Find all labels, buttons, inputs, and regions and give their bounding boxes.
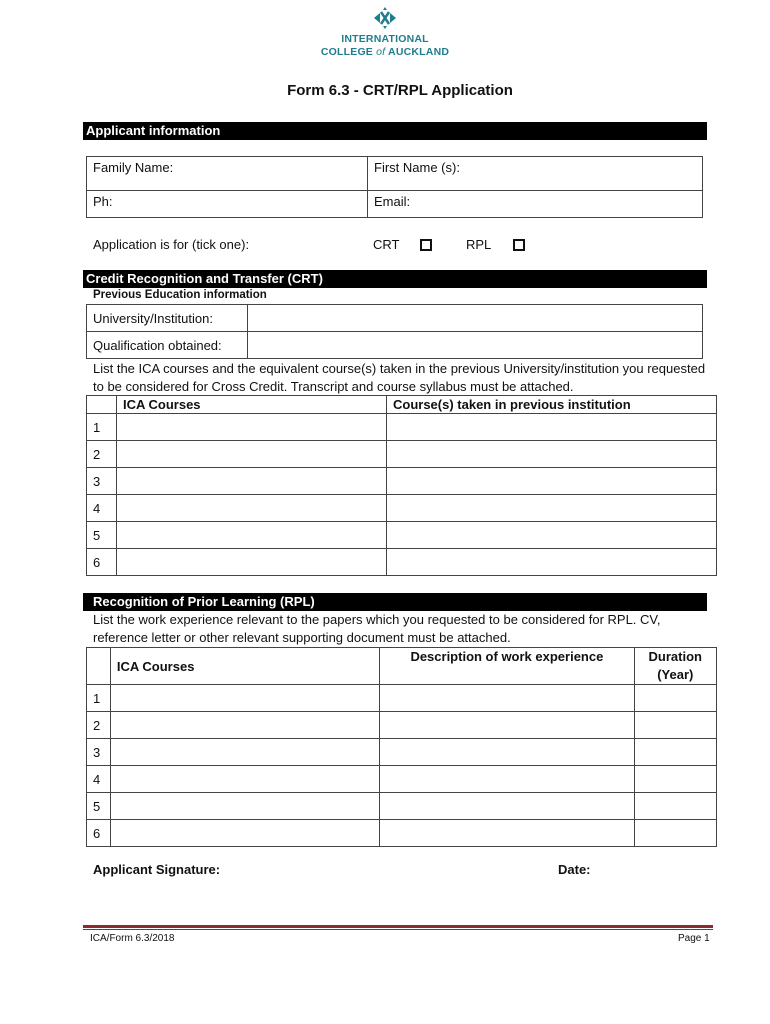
crt-ica-cell[interactable] bbox=[117, 441, 387, 468]
applicant-signature-label: Applicant Signature: bbox=[93, 862, 221, 877]
previous-education-table bbox=[86, 304, 703, 359]
qualification-input[interactable] bbox=[248, 332, 703, 359]
table-row bbox=[87, 441, 717, 468]
date-label: Date: bbox=[558, 862, 591, 877]
footer-rule-thin bbox=[83, 929, 713, 930]
logo-line-1: INTERNATIONAL bbox=[341, 33, 429, 45]
rpl-duration-cell[interactable] bbox=[634, 685, 716, 712]
rpl-courses-table bbox=[86, 647, 717, 847]
row-number: 3 bbox=[87, 739, 111, 766]
row-number: 4 bbox=[87, 766, 111, 793]
row-number: 3 bbox=[87, 468, 117, 495]
row-number: 1 bbox=[87, 685, 111, 712]
rpl-instructions: List the work experience relevant to the papers which you requested to be considered for RPL. CV, reference letter or other relevant supporting document must be attached. bbox=[93, 612, 661, 645]
crt-courses-table bbox=[86, 395, 717, 576]
rpl-col-description: Description of work experience bbox=[380, 648, 634, 685]
rpl-description-cell[interactable] bbox=[380, 793, 634, 820]
applicant-info-header: Applicant information bbox=[83, 122, 707, 140]
crt-previous-cell[interactable] bbox=[387, 414, 717, 441]
table-row bbox=[87, 739, 717, 766]
rpl-col-number bbox=[87, 648, 111, 685]
row-number: 1 bbox=[87, 414, 117, 441]
table-row bbox=[87, 414, 717, 441]
row-number: 5 bbox=[87, 793, 111, 820]
rpl-description-cell[interactable] bbox=[380, 712, 634, 739]
rpl-section-header: Recognition of Prior Learning (RPL) bbox=[83, 593, 707, 611]
university-input[interactable] bbox=[248, 305, 703, 332]
crt-previous-cell[interactable] bbox=[387, 522, 717, 549]
rpl-ica-cell[interactable] bbox=[110, 739, 379, 766]
table-row bbox=[87, 712, 717, 739]
row-number: 5 bbox=[87, 522, 117, 549]
phone-field[interactable]: Ph: bbox=[87, 191, 368, 218]
row-number: 4 bbox=[87, 495, 117, 522]
row-number: 2 bbox=[87, 441, 117, 468]
crt-instructions: List the ICA courses and the equivalent course(s) taken in the previous University/institution you requested to be considered for Cross Credit. Transcript and course syllabus must be attached. bbox=[93, 361, 706, 394]
row-number: 2 bbox=[87, 712, 111, 739]
email-field[interactable]: Email: bbox=[368, 191, 703, 218]
application-for-label: Application is for (tick one): bbox=[93, 237, 250, 252]
logo-line-2: COLLEGE of AUCKLAND bbox=[320, 46, 450, 58]
rpl-col-duration: Duration (Year) bbox=[634, 648, 716, 685]
college-emblem-icon bbox=[371, 6, 399, 30]
rpl-duration-cell[interactable] bbox=[634, 739, 716, 766]
table-row bbox=[87, 766, 717, 793]
crt-section-header: Credit Recognition and Transfer (CRT) bbox=[83, 270, 707, 288]
rpl-duration-cell[interactable] bbox=[634, 820, 716, 847]
crt-ica-cell[interactable] bbox=[117, 468, 387, 495]
row-number: 6 bbox=[87, 820, 111, 847]
rpl-ica-cell[interactable] bbox=[110, 766, 379, 793]
row-number: 6 bbox=[87, 549, 117, 576]
rpl-ica-cell[interactable] bbox=[110, 712, 379, 739]
table-row bbox=[87, 495, 717, 522]
rpl-ica-cell[interactable] bbox=[110, 793, 379, 820]
first-name-field[interactable]: First Name (s): bbox=[368, 157, 703, 191]
qualification-label: Qualification obtained: bbox=[87, 332, 248, 359]
family-name-field[interactable]: Family Name: bbox=[87, 157, 368, 191]
crt-previous-cell[interactable] bbox=[387, 441, 717, 468]
table-row bbox=[87, 549, 717, 576]
applicant-info-table bbox=[86, 156, 703, 218]
crt-option-label: CRT bbox=[373, 237, 400, 252]
crt-previous-cell[interactable] bbox=[387, 468, 717, 495]
crt-col-previous: Course(s) taken in previous institution bbox=[387, 396, 717, 414]
rpl-ica-cell[interactable] bbox=[110, 685, 379, 712]
form-title: Form 6.3 - CRT/RPL Application bbox=[287, 82, 513, 99]
table-row bbox=[87, 793, 717, 820]
footer-page-number: Page 1 bbox=[678, 933, 710, 944]
rpl-duration-cell[interactable] bbox=[634, 793, 716, 820]
crt-ica-cell[interactable] bbox=[117, 414, 387, 441]
table-row bbox=[87, 522, 717, 549]
university-label: University/Institution: bbox=[87, 305, 248, 332]
rpl-ica-cell[interactable] bbox=[110, 820, 379, 847]
rpl-description-cell[interactable] bbox=[380, 766, 634, 793]
crt-ica-cell[interactable] bbox=[117, 549, 387, 576]
rpl-description-cell[interactable] bbox=[380, 739, 634, 766]
crt-col-number bbox=[87, 396, 117, 414]
crt-ica-cell[interactable] bbox=[117, 522, 387, 549]
rpl-col-ica: ICA Courses bbox=[110, 648, 379, 685]
crt-ica-cell[interactable] bbox=[117, 495, 387, 522]
crt-checkbox[interactable] bbox=[420, 239, 432, 251]
previous-education-subheader: Previous Education information bbox=[93, 289, 267, 301]
footer-rule bbox=[83, 925, 713, 928]
college-logo bbox=[300, 6, 470, 59]
crt-previous-cell[interactable] bbox=[387, 549, 717, 576]
rpl-description-cell[interactable] bbox=[380, 820, 634, 847]
footer-form-id: ICA/Form 6.3/2018 bbox=[90, 933, 175, 944]
rpl-duration-cell[interactable] bbox=[634, 766, 716, 793]
rpl-option-label: RPL bbox=[466, 237, 492, 252]
crt-previous-cell[interactable] bbox=[387, 495, 717, 522]
rpl-checkbox[interactable] bbox=[513, 239, 525, 251]
table-row bbox=[87, 685, 717, 712]
table-row bbox=[87, 820, 717, 847]
rpl-duration-cell[interactable] bbox=[634, 712, 716, 739]
crt-col-ica: ICA Courses bbox=[117, 396, 387, 414]
table-row bbox=[87, 468, 717, 495]
rpl-description-cell[interactable] bbox=[380, 685, 634, 712]
